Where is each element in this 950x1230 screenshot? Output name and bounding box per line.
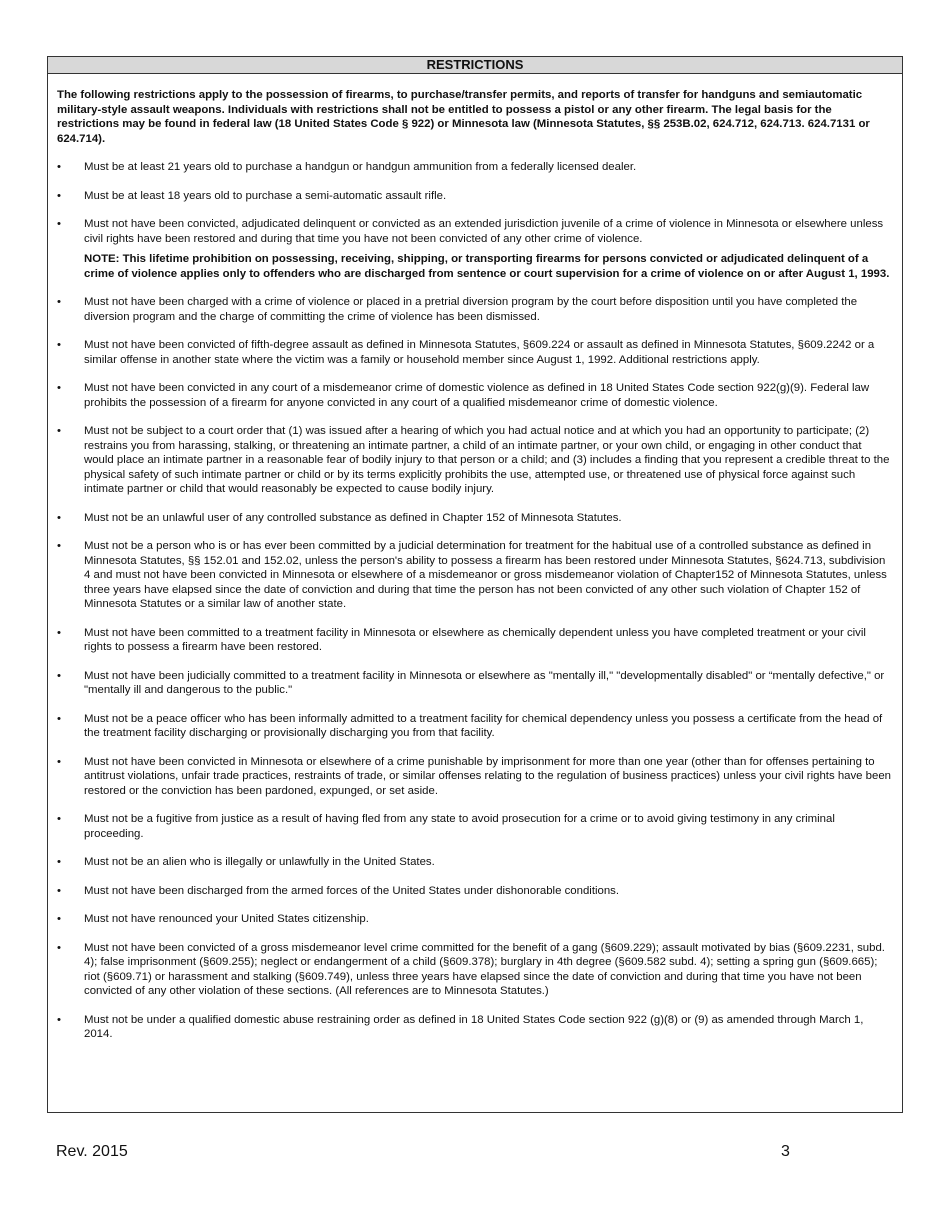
bullet-icon: •	[57, 161, 61, 173]
bullet-icon: •	[57, 540, 61, 552]
intro-paragraph: The following restrictions apply to the possession of firearms, to purchase/transfer permits, and reports of transfer for handguns and semiautomatic military-style assault weapons. Individuals with restrictions shall not be entitled to possess a pistol or any other firearm. The legal basis for the restrictions may be found in federal law (18 United States Code § 922) or Minnesota law (Minnesota Statutes, §§ 253B.02, 624.712, 624.713. 624.7131 or 624.714).	[57, 89, 870, 145]
restriction-text: Must be at least 21 years old to purchase a handgun or handgun ammunition from a federally licensed dealer.	[84, 161, 637, 173]
restriction-text: Must not have been convicted of fifth-degree assault as defined in Minnesota Statutes, §609.224 or assault as defined in Minnesota Statutes, §609.2242 or a similar offense in another state where the victim was a family or household member since August 1, 1992. Additional restrictions apply.	[84, 339, 875, 366]
restriction-text: Must not be an unlawful user of any controlled substance as defined in Chapter 152 of Minnesota Statutes.	[84, 511, 622, 524]
restrictions-box	[47, 56, 903, 1113]
bullet-icon: •	[57, 941, 61, 954]
bullet-icon: •	[57, 755, 61, 768]
restriction-item	[57, 912, 893, 927]
bullet-icon: •	[57, 511, 61, 524]
restriction-item	[57, 539, 893, 612]
restriction-text: Must not have renounced your United States citizenship.	[84, 913, 369, 925]
revision-label: Rev. 2015	[56, 1143, 128, 1160]
restriction-text: Must not be under a qualified domestic abuse restraining order as defined in 18 United States Code section 922 (g)(8) or (9) as amended through March 1, 2014.	[84, 1013, 864, 1040]
bullet-icon: •	[57, 425, 61, 437]
restriction-text: Must not have been convicted of a gross misdemeanor level crime committed for the benefit of a gang (§609.229); assault motivated by bias (§609.2231, subd. 4); false imprisonment (§609.255); neglect or endangerment of a child (§609.378); burglary in 4th degree (§609.582 subd. 4); setting a spring gun (§609.665); riot (§609.71) or harassment and stalking (§609.749), unless three years have elapsed since the date of conviction and during that time you have not been convicted of any other violation of these sections. (All references are to Minnesota Statutes.)	[84, 941, 885, 997]
restriction-item	[57, 381, 893, 410]
restriction-item	[57, 1013, 893, 1042]
restriction-text: Must not have been committed to a treatment facility in Minnesota or elsewhere as chemically dependent unless you have completed treatment or your civil rights to possess a firearm have been restored.	[84, 626, 866, 653]
restriction-item	[57, 855, 893, 870]
restriction-item	[57, 712, 893, 741]
restriction-text: Must not be a person who is or has ever been committed by a judicial determination for treatment for the habitual use of a controlled substance as defined in Minnesota Statutes, §§ 152.01 and 152.02, unless the person's ability to possess a firearm has been restored under Minnesota Statutes, §624.713, subdivision 4 and must not have been convicted in Minnesota or elsewhere of a misdemeanor or gross misdemeanor violation of Chapter152 of Minnesota Statutes, unless three years have elapsed since the date of conviction and during that time the person has not been convicted of any other such violation of Chapter 152 of Minnesota Statutes or a similar law of another state.	[84, 540, 887, 610]
restriction-item	[57, 626, 893, 655]
restriction-text: Must not have been convicted in any court of a misdemeanor crime of domestic violence as defined in 18 United States Code section 922(g)(9). Federal law prohibits the possession of a firearm for anyone convicted in any court of a qualified misdemeanor crime of domestic violence.	[84, 382, 870, 409]
restriction-item	[57, 941, 893, 999]
bullet-icon: •	[57, 626, 61, 639]
restriction-text: Must not have been convicted in Minnesota or elsewhere of a crime punishable by imprisonment for more than one year (other than for offenses pertaining to antitrust violations, unfair trade practices, restraints of trade, or similar offenses relating to the regulation of business practices) unless your civil rights have been restored or the conviction has been pardoned, expunged, or set aside.	[84, 755, 892, 797]
restriction-item	[57, 295, 893, 324]
bullet-icon: •	[57, 913, 61, 925]
bullet-icon: •	[57, 856, 61, 868]
bullet-icon: •	[57, 1013, 61, 1026]
bullet-icon: •	[57, 813, 61, 825]
restriction-text: Must not be a fugitive from justice as a result of having fled from any state to avoid prosecution for a crime or to avoid giving testimony in any criminal proceeding.	[84, 813, 835, 840]
bullet-icon: •	[57, 712, 61, 725]
restriction-text: Must not have been judicially committed to a treatment facility in Minnesota or elsewhere as "mentally ill," "developmentally disabled" or “mentally defective," or "mentally ill and dangerous to the public."	[84, 669, 885, 696]
bullet-icon: •	[57, 218, 61, 230]
restriction-text: Must be at least 18 years old to purchase a semi-automatic assault rifle.	[84, 189, 447, 202]
restriction-item	[57, 189, 893, 204]
restriction-note: NOTE: This lifetime prohibition on possessing, receiving, shipping, or transporting firearms for persons convicted or adjudicated delinquent of a crime of violence applies only to offenders who are discharged from sentence or court supervision for a crime of violence on or after August 1, 1993.	[84, 253, 890, 280]
restriction-item	[57, 160, 893, 175]
restriction-text: Must not be subject to a court order that (1) was issued after a hearing of which you had actual notice and at which you had an opportunity to participate; (2) restrains you from harassing, stalking, or threatening an intimate partner, a child of an intimate partner, or your own child, or engaging in other conduct that would place an intimate partner in a reasonable fear of bodily injury to that person or a child; and (3) includes a finding that you represent a credible threat to the physical safety of such intimate partner or child or by its terms explicitly prohibits the use, attempted use, or threatened use of physical force against such intimate partner or child that would reasonably be expected to cause bodily injury.	[84, 425, 890, 495]
bullet-icon: •	[57, 339, 61, 351]
bullet-icon: •	[57, 884, 61, 897]
bullet-icon: •	[57, 189, 61, 202]
restriction-item	[57, 511, 893, 526]
restriction-item	[57, 669, 893, 698]
restriction-item	[57, 812, 893, 841]
restriction-text: Must not have been convicted, adjudicated delinquent or convicted as an extended jurisdiction juvenile of a crime of violence in Minnesota or elsewhere unless civil rights have been restored and during that time you have not been convicted of any other crime of violence.	[84, 218, 884, 245]
restriction-text: Must not be a peace officer who has been informally admitted to a treatment facility for chemical dependency unless you possess a certificate from the head of the treatment facility discharging or provisionally discharging you from that facility.	[84, 712, 883, 739]
bullet-icon: •	[57, 296, 61, 308]
section-header: RESTRICTIONS	[48, 57, 902, 74]
restriction-item	[57, 755, 893, 799]
page-number: 3	[781, 1143, 790, 1160]
bullet-icon: •	[57, 382, 61, 394]
restrictions-list	[48, 160, 902, 1042]
restriction-item	[57, 338, 893, 367]
restriction-item	[57, 424, 893, 497]
restriction-item	[57, 884, 893, 899]
bullet-icon: •	[57, 669, 61, 682]
restriction-text: Must not be an alien who is illegally or unlawfully in the United States.	[84, 856, 435, 868]
restriction-text: Must not have been discharged from the armed forces of the United States under dishonorable conditions.	[84, 884, 620, 897]
restriction-item	[57, 217, 893, 281]
restriction-text: Must not have been charged with a crime of violence or placed in a pretrial diversion program by the court before disposition until you have completed the diversion program and the charge of committing the crime of violence has been dismissed.	[84, 296, 858, 323]
